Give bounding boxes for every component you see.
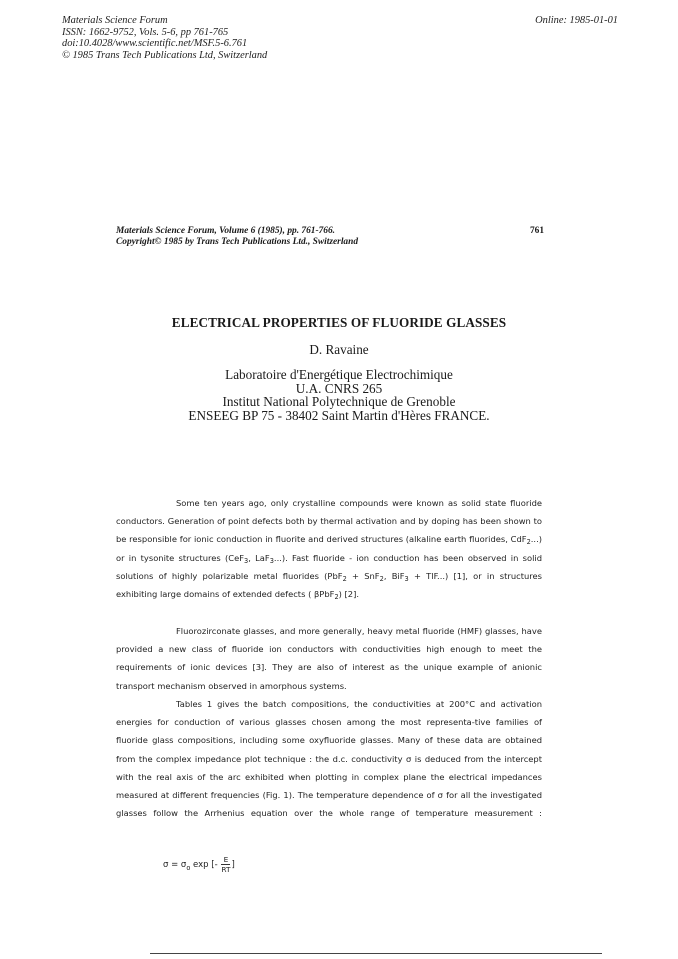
- body-paragraph-3: Tables 1 gives the batch compositions, the conductivities at 200°C and activation energies for conduction of various glasses chosen among the most representa-tive families of fluoride glass compositions, including some oxyfluoride glasses. Many of these data are obtained from the complex impedance plot technique : the d.c. conductivity σ is deduced from the intercept with the real axis of the arc exhibited when plotting in complex plane the electrical impedances measured at different frequencies (Fig. 1). The temperature dependence of σ for all the investigated glasses follow the Arrhenius equation over the whole range of temperature measurement :: [116, 699, 542, 819]
- page-number: 761: [529, 226, 544, 236]
- equation-fraction: $\frac{E}{RT}$: [221, 855, 231, 874]
- affiliation-line: Institut National Polytechnique de Grenoble: [222, 394, 456, 410]
- publication-line: Materials Science Forum: [62, 15, 168, 26]
- affiliation: [0, 368, 678, 422]
- affiliation-line: U.A. CNRS 265: [295, 380, 383, 396]
- journal-copyright: Copyright© 1985 by Trans Tech Publications Ltd., Switzerland: [116, 237, 359, 247]
- publication-line: doi:10.4028/www.scientific.net/MSF.5-6.761: [62, 38, 248, 50]
- affiliation-line: Laboratoire d'Energétique Electrochimique: [225, 367, 453, 382]
- publication-line: ISSN: 1662-9752, Vols. 5-6, pp 761-765: [62, 26, 229, 38]
- paper-title: ELECTRICAL PROPERTIES OF FLUORIDE GLASSES: [171, 315, 507, 330]
- paper-author: D. Ravaine: [309, 342, 369, 357]
- footer-rule: [150, 953, 602, 954]
- publication-info: [62, 15, 267, 61]
- online-date: Online: 1985-01-01: [535, 15, 618, 26]
- publication-line: © 1985 Trans Tech Publications Ltd, Switzerland: [62, 49, 268, 61]
- body-paragraph-1: Some ten years ago, only crystalline compounds were known as solid state fluoride conductors. Generation of point defects both by thermal activation and by doping has been shown to be responsible for ionic conduction in fluorite and derived structures (alkaline earth fluorides, CdF$_2$...) or in tysonite structures (CeF$_3$, LaF$_3$...). Fast fluoride - ion conduction has been observed in solid solutions of highly polarizable metal fluorides (PbF$_2$ + SnF$_2$, BiF$_3$ + TlF...) [1], or in structures exhibiting large domains of extended defects ( βPbF$_2$) [2].: [116, 498, 542, 602]
- journal-citation: Materials Science Forum, Volume 6 (1985), pp. 761-766.: [116, 226, 336, 236]
- journal-citation-block: [116, 226, 544, 248]
- body-paragraph-2: Fluorozirconate glasses, and more generally, heavy metal fluoride (HMF) glasses, have provided a new class of fluoride ion conductors with conductivities high enough to meet the requirements of ionic devices [3]. They are also of interest as the unique example of anionic transport mechanism observed in amorphous systems.: [116, 626, 542, 691]
- affiliation-line: ENSEEG BP 75 - 38402 Saint Martin d'Hères FRANCE.: [188, 407, 490, 423]
- arrhenius-equation: $\sigma = \sigma_o$ exp [- $\frac{E}{RT}$ ]: [163, 855, 235, 874]
